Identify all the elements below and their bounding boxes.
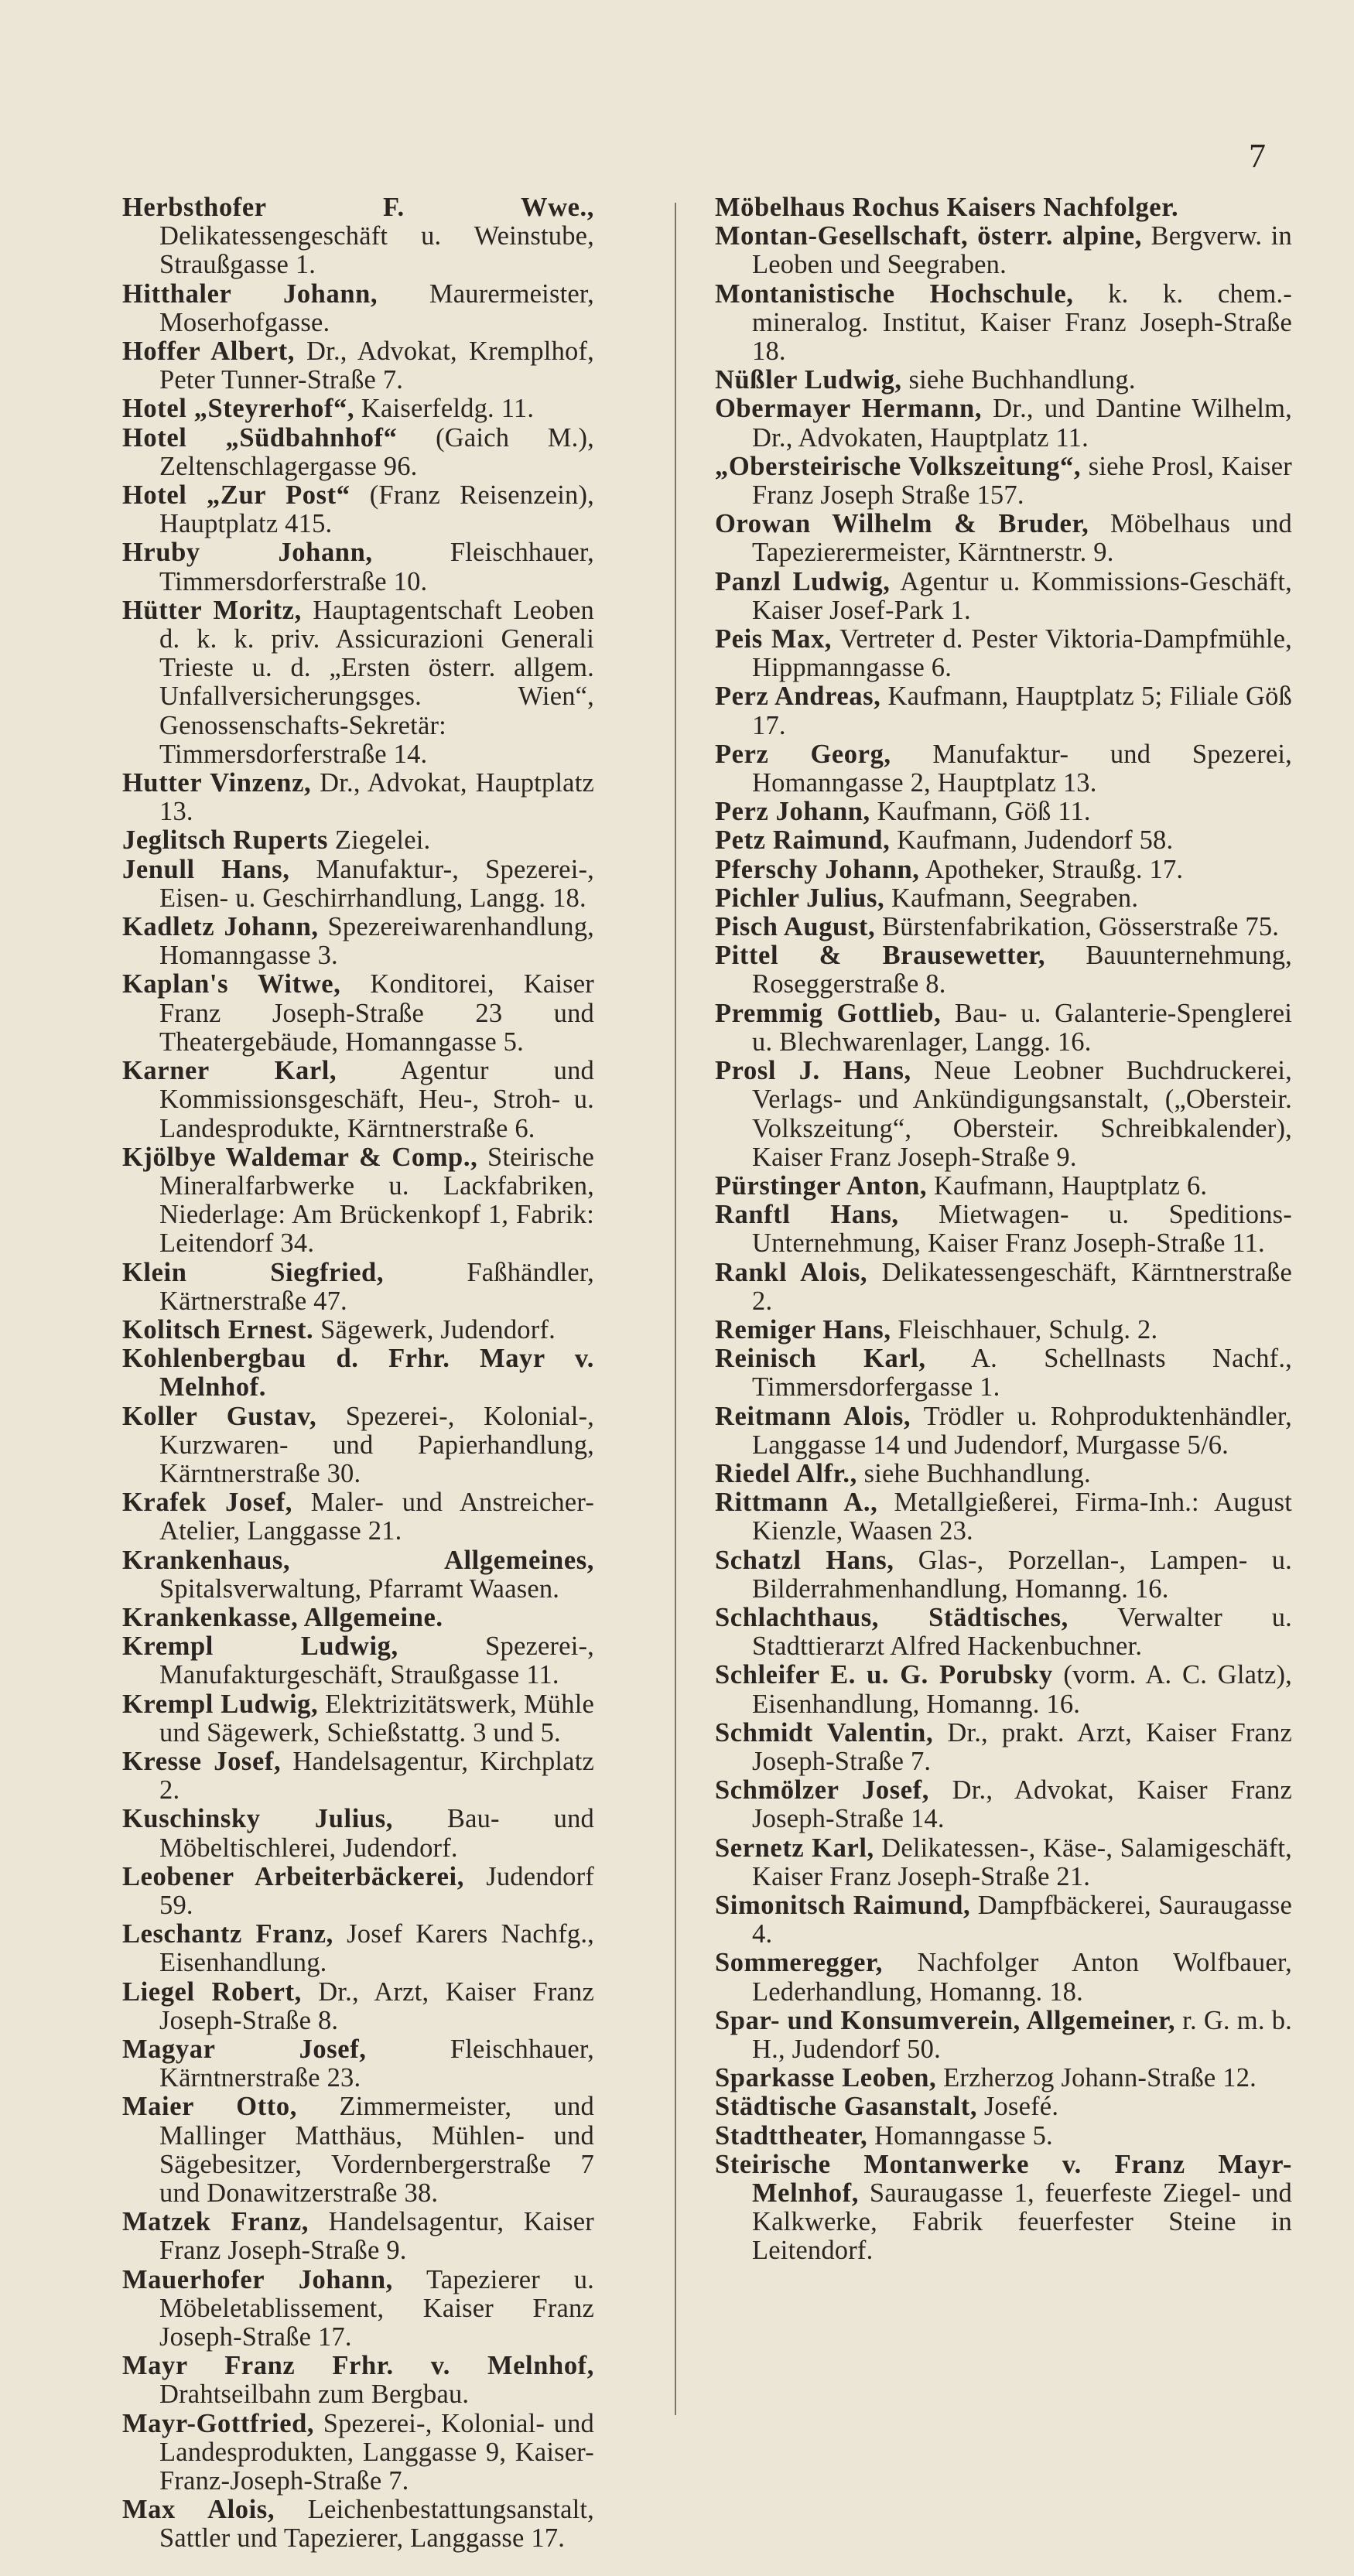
entry-details: Apotheker, Straußg. 17. [919,854,1184,884]
entry-details: Dr., Advokat, Kremplhof, Peter Tunner-Straße 7. [159,337,594,395]
entry-details: Manufaktur- und Spezerei, Homanngasse 2, Hauptplatz 13. [752,739,1293,798]
entry-name: Möbelhaus Rochus Kaisers Nachfolger. [715,193,1179,222]
entry-name: Simonitsch Raimund, [715,1890,971,1920]
entry-details: Spezerei-, Kolonial- und Landesprodukten, Langgasse 9, Kaiser-Franz-Joseph-Straße 7. [159,2408,594,2496]
entry-details: Glas-, Porzellan-, Lampen- u. Bilderrahmenhandlung, Homanng. 16. [752,1545,1292,1604]
directory-entry [715,193,1292,222]
entry-name: Krempl Ludwig, [122,1631,398,1662]
directory-entry [122,193,594,280]
entry-details: Spitalsverwaltung, Pfarramt Waasen. [159,1573,560,1604]
entry-name: Perz Georg, [715,739,891,769]
entry-name: Hotel „Südbahnhof“ [122,422,398,453]
entry-details: Tapezierer u. Möbeletablissement, Kaiser Franz Joseph-Straße 17. [159,2264,594,2352]
entry-name: Hotel „Zur Post“ [122,480,350,511]
directory-entry [122,2352,594,2409]
entry-name: Hitthaler Johann, [122,278,378,309]
directory-entry [122,1488,594,1546]
directory-entry [715,826,1292,855]
entry-name: Koller Gustav, [122,1401,317,1431]
directory-entry [715,1402,1292,1460]
directory-entry [715,395,1292,452]
entry-name: Orowan Wilhelm & Bruder, [715,509,1089,539]
entry-name: Magyar Josef, [122,2034,367,2064]
entry-name: Hoffer Albert, [122,337,295,367]
directory-entry [122,970,594,1057]
directory-entry [122,1259,594,1316]
entry-details: Agentur und Kommissionsgeschäft, Heu-, Stroh- u. Landesprodukte, Kärntnerstraße 6. [159,1056,594,1143]
directory-entry [715,2122,1292,2151]
entry-details: r. G. m. b. H., Judendorf 50. [752,2005,1292,2064]
entry-name: Prosl J. Hans, [715,1056,911,1086]
entry-name: Leobener Arbeiterbäckerei, [122,1861,464,1891]
directory-entry [122,481,594,538]
entry-details: Kaufmann, Judendorf 58. [890,825,1174,856]
entry-details: A. Schellnasts Nachf., Timmersdorfergasse 1. [752,1344,1292,1402]
entry-details: Sauraugasse 1, feuerfeste Ziegel- und Kalkwerke, Fabrik feuerfester Steine in Leitendorf. [752,2178,1292,2266]
directory-entry [715,280,1292,367]
directory-entry [122,2496,594,2553]
entry-name: Reitmann Alois, [715,1401,911,1431]
entry-details: Dr., Arzt, Kaiser Franz Joseph-Straße 8. [159,1976,594,2035]
directory-entry [122,1863,594,1920]
entry-name: Pisch August, [715,912,876,942]
directory-entry [715,941,1292,999]
directory-entry [715,222,1292,279]
entry-details: Kaufmann, Hauptplatz 5; Filiale Göß 17. [752,682,1292,740]
entry-name: Mauerhofer Johann, [122,2264,393,2294]
directory-entry [122,280,594,337]
entry-name: Jeglitsch Ruperts [122,825,329,856]
entry-details: Verwalter u. Stadttierarzt Alfred Hackenbuchner. [752,1602,1292,1662]
entry-details: Ziegelei. [328,825,431,856]
directory-entry [122,1805,594,1862]
entry-details: Spezereiwarenhandlung, Homanngasse 3. [159,912,594,971]
entry-name: Rittmann A., [715,1488,878,1518]
entry-details: Josef Karers Nachfg., Eisenhandlung. [159,1919,594,1978]
entry-name: Matzek Franz, [122,2207,309,2237]
entry-details: Delikatessen-, Käse-, Salamigeschäft, Kaiser Franz Joseph-Straße 21. [752,1833,1292,1891]
entry-name: Schatzl Hans, [715,1545,894,1575]
entry-name: Panzl Ludwig, [715,566,891,596]
entry-details: Judendorf 59. [159,1861,594,1920]
entry-name: Sparkasse Leoben, [715,2063,937,2093]
entry-name: Max Alois, [122,2495,275,2525]
entry-details: Dr., Advokat, Hauptplatz 13. [159,768,594,827]
entry-name: Krempl Ludwig, [122,1689,319,1719]
entry-name: Obermayer Hermann, [715,394,983,424]
entry-name: Krankenkasse, Allgemeine. [122,1602,443,1632]
entry-details: (Gaich M.), Zeltenschlagergasse 96. [159,422,594,481]
entry-name: Reinisch Karl, [715,1344,926,1374]
directory-entry [715,1604,1292,1661]
page-number: 7 [1249,137,1266,175]
entry-name: Pittel & Brausewetter, [715,941,1046,971]
directory-entry [122,1546,594,1604]
directory-entry [715,1488,1292,1546]
directory-entry [715,625,1292,682]
entry-name: Nüßler Ludwig, [715,365,902,395]
entry-name: Remiger Hans, [715,1314,891,1344]
directory-entry [715,568,1292,625]
entry-details: siehe Buchhandlung. [901,365,1136,395]
entry-name: Mayr Franz Frhr. v. Melnhof, [122,2351,594,2381]
directory-entry [715,366,1292,395]
entry-details: Dampfbäckerei, Sauraugasse 4. [752,1890,1292,1949]
entry-name: Hotel „Steyrerhof“, [122,394,355,424]
entry-name: Steirische Montanwerke v. Franz Mayr-Melnhof, [715,2149,1292,2209]
entry-details: Maurermeister, Moserhofgasse. [159,278,594,337]
entry-details: Sägewerk, Judendorf. [313,1314,556,1344]
directory-entry [122,337,594,395]
entry-details: Nachfolger Anton Wolfbauer, Lederhandlung, Homanng. 18. [752,1948,1292,2007]
entry-details: Steirische Mineralfarbwerke u. Lackfabriken, Niederlage: Am Brückenkopf 1, Fabrik: Leitendorf 34. [159,1142,594,1259]
entry-name: Liegel Robert, [122,1976,302,2007]
entry-details: Vertreter d. Pester Viktoria-Dampfmühle, Hippmanngasse 6. [752,624,1292,683]
entry-details: Trödler u. Rohproduktenhändler, Langgasse 14 und Judendorf, Murgasse 5/6. [752,1401,1292,1460]
directory-entry [715,1776,1292,1833]
entry-name: Kohlenbergbau d. Frhr. Mayr v. Melnhof. [122,1344,594,1402]
directory-entry [715,1719,1292,1776]
directory-entry [715,856,1292,884]
entry-name: Pürstinger Anton, [715,1170,928,1201]
directory-entry [715,1344,1292,1402]
directory-entry [715,510,1292,567]
entry-details: (vorm. A. C. Glatz), Eisenhandlung, Homanng. 16. [752,1660,1292,1719]
entry-details: Fleischhauer, Schulg. 2. [891,1314,1158,1344]
entry-name: Ranftl Hans, [715,1200,899,1230]
entry-details: Dr., Advokat, Kaiser Franz Joseph-Straße 14. [752,1775,1292,1834]
directory-entry [122,1316,594,1344]
entry-name: Jenull Hans, [122,854,290,884]
entry-name: Peis Max, [715,624,833,654]
entry-details: Kaiserfeldg. 11. [354,394,535,424]
entry-name: Schlachthaus, Städtisches, [715,1602,1068,1632]
directory-entry [715,2064,1292,2093]
directory-entry [122,395,594,423]
right-column [715,193,1292,2266]
directory-entry [122,769,594,826]
directory-entry [122,1978,594,2035]
directory-entry [122,2093,594,2208]
entry-details: Bauunternehmung, Roseggerstraße 8. [752,941,1293,999]
entry-details: Fleischhauer, Kärntnerstraße 23. [159,2034,594,2093]
directory-entry [715,1259,1292,1316]
directory-entry [715,1834,1292,1891]
directory-entry [715,999,1292,1057]
directory-entry [715,2007,1292,2064]
directory-entry [122,826,594,855]
directory-entry [715,1201,1292,1258]
entry-name: Premmig Gottlieb, [715,998,942,1028]
entry-details: Manufaktur-, Spezerei-, Eisen- u. Geschirrhandlung, Langg. 18. [159,854,594,913]
directory-entry [715,740,1292,798]
directory-entry [122,1604,594,1632]
entry-name: Leschantz Franz, [122,1919,333,1949]
directory-entry [715,1949,1292,2006]
entry-details: Erzherzog Johann-Straße 12. [936,2063,1257,2093]
entry-details: Leichenbestattungsanstalt, Sattler und Tapezierer, Langgasse 17. [159,2495,594,2554]
entry-details: Josefé. [977,2092,1059,2122]
entry-name: Mayr-Gottfried, [122,2408,315,2438]
directory-entry [122,913,594,970]
entry-details: Delikatessengeschäft, Kärntnerstraße 2. [752,1257,1293,1316]
entry-name: Kuschinsky Julius, [122,1804,393,1834]
directory-entry [122,856,594,913]
entry-name: Perz Andreas, [715,682,881,712]
entry-details: Maler- und Anstreicher-Atelier, Langgasse 21. [159,1488,595,1546]
entry-details: Kaufmann, Hauptplatz 6. [927,1170,1208,1201]
entry-name: Sommeregger, [715,1948,884,1978]
entry-name: Hruby Johann, [122,538,373,568]
entry-name: Petz Raimund, [715,825,891,856]
entry-details: Spezerei-, Kolonial-, Kurzwaren- und Papierhandlung, Kärntnerstraße 30. [159,1401,594,1488]
directory-entry [122,1748,594,1805]
directory-entry [715,1057,1292,1172]
entry-details: Hauptagentschaft Leoben d. k. k. priv. Assicurazioni Generali Trieste u. d. „Ersten österr. allgem. Unfallversicherungsges. Wien“, Genossenschafts-Sekretär: Timmersdorferstraße 14. [159,595,594,769]
directory-entry [715,453,1292,510]
entry-details: siehe Buchhandlung. [857,1458,1091,1488]
entry-details: Kaufmann, Seegraben. [884,883,1139,913]
directory-entry [715,1661,1292,1718]
entry-details: Elektrizitätswerk, Mühle und Sägewerk, Schießstattg. 3 und 5. [159,1689,594,1748]
entry-details: Möbelhaus und Tapezierermeister, Kärntnerstr. 9. [752,509,1293,568]
directory-entry [715,798,1292,826]
directory-entry [715,682,1292,740]
entry-name: Kaplan's Witwe, [122,969,341,999]
directory-entry [715,1460,1292,1488]
directory-entry [122,424,594,481]
directory-entry [122,2410,594,2496]
entry-name: Pferschy Johann, [715,854,920,884]
entry-name: Kresse Josef, [122,1746,282,1776]
entry-name: Spar- und Konsumverein, Allgemeiner, [715,2005,1176,2035]
entry-details: Mietwagen- u. Speditions-Unternehmung, Kaiser Franz Joseph-Straße 11. [752,1200,1292,1259]
entry-name: Kadletz Johann, [122,912,319,942]
directory-entry [122,596,594,769]
entry-details: Bürstenfabrikation, Gösserstraße 75. [875,912,1280,942]
entry-name: Karner Karl, [122,1056,337,1086]
entry-name: Krafek Josef, [122,1488,293,1518]
entry-details: Dr., prakt. Arzt, Kaiser Franz Joseph-Straße 7. [752,1717,1293,1776]
directory-entry [715,1546,1292,1604]
directory-entry [715,884,1292,913]
entry-details: Bau- und Möbeltischlerei, Judendorf. [159,1804,594,1863]
directory-entry [715,2151,1292,2266]
entry-details: Handelsagentur, Kirchplatz 2. [159,1746,594,1806]
column-divider [675,203,676,2415]
entry-name: Klein Siegfried, [122,1257,385,1287]
directory-entry [122,1143,594,1259]
entry-name: Kjölbye Waldemar & Comp., [122,1142,478,1172]
entry-details: Konditorei, Kaiser Franz Joseph-Straße 23 und Theatergebäude, Homanngasse 5. [159,969,594,1057]
directory-entry [122,1402,594,1489]
directory-entry [715,2093,1292,2121]
left-column [122,193,594,2554]
entry-name: Krankenhaus, Allgemeines, [122,1545,594,1575]
entry-name: Perz Johann, [715,797,870,827]
entry-name: Montanistische Hochschule, [715,278,1074,309]
directory-entry [715,913,1292,941]
directory-entry [122,1632,594,1689]
entry-details: Neue Leobner Buchdruckerei, Verlags- und Ankündigungsanstalt, („Obersteir. Volkszeitung“, Obersteir. Schreibkalender), Kaiser Franz Joseph-Straße 9. [752,1056,1293,1172]
entry-details: Drahtseilbahn zum Bergbau. [159,2380,470,2410]
entry-name: Hutter Vinzenz, [122,768,312,798]
entry-name: Pichler Julius, [715,883,885,913]
entry-details: Metallgießerei, Firma-Inh.: August Kienzle, Waasen 23. [752,1488,1292,1546]
entry-details: Agentur u. Kommissions-Geschäft, Kaiser Josef-Park 1. [752,566,1292,625]
entry-name: Städtische Gasanstalt, [715,2092,978,2122]
entry-name: Montan-Gesellschaft, österr. alpine, [715,221,1142,251]
directory-entry [715,1172,1292,1201]
entry-details: k. k. chem.-mineralog. Institut, Kaiser Franz Joseph-Straße 18. [752,278,1292,367]
directory-entry [122,1057,594,1143]
entry-name: Schmölzer Josef, [715,1775,929,1806]
entry-details: Delikatessengeschäft u. Weinstube, Straußgasse 1. [159,221,594,280]
entry-details: (Franz Reisenzein), Hauptplatz 415. [159,480,594,539]
directory-entry [122,538,594,596]
entry-name: Sernetz Karl, [715,1833,874,1863]
entry-details: Handelsagentur, Kaiser Franz Joseph-Straße 9. [159,2207,594,2266]
entry-name: Riedel Alfr., [715,1458,857,1488]
entry-name: Herbsthofer F. Wwe., [122,193,594,222]
entry-name: Stadttheater, [715,2120,868,2151]
entry-details: Faßhändler, Kärtnerstraße 47. [159,1257,595,1316]
directory-entry [122,2266,594,2352]
entry-details: Spezerei-, Manufakturgeschäft, Straußgasse 11. [159,1631,594,1690]
entry-details: Bergverw. in Leoben und Seegraben. [752,221,1292,280]
entry-name: Rankl Alois, [715,1257,868,1287]
entry-name: Kolitsch Ernest. [122,1314,314,1344]
entry-name: Schmidt Valentin, [715,1717,934,1748]
entry-details: Homanngasse 5. [867,2120,1053,2151]
entry-name: „Obersteirische Volkszeitung“, [715,451,1082,481]
directory-entry [715,1891,1292,1949]
entry-details: Fleischhauer, Timmersdorferstraße 10. [159,538,594,596]
entry-name: Maier Otto, [122,2092,297,2122]
directory-entry [122,2208,594,2265]
directory-entry [122,2035,594,2093]
directory-entry [122,1690,594,1748]
entry-name: Schleifer E. u. G. Porubsky [715,1660,1053,1690]
directory-entry [122,1920,594,1977]
directory-entry [122,1344,594,1402]
entry-details: Kaufmann, Göß 11. [870,797,1091,827]
entry-details: Bau- u. Galanterie-Spenglerei u. Blechwarenlager, Langg. 16. [752,998,1293,1057]
entry-details: Dr., und Dantine Wilhelm, Dr., Advokaten, Hauptplatz 11. [752,394,1292,453]
entry-details: Zimmermeister, und Mallinger Matthäus, Mühlen- und Sägebesitzer, Vordernbergerstraße 7 und Donawitzerstraße 38. [159,2092,594,2209]
directory-entry [715,1316,1292,1344]
entry-name: Hütter Moritz, [122,595,302,625]
entry-details: siehe Prosl, Kaiser Franz Joseph Straße 157. [752,451,1292,511]
